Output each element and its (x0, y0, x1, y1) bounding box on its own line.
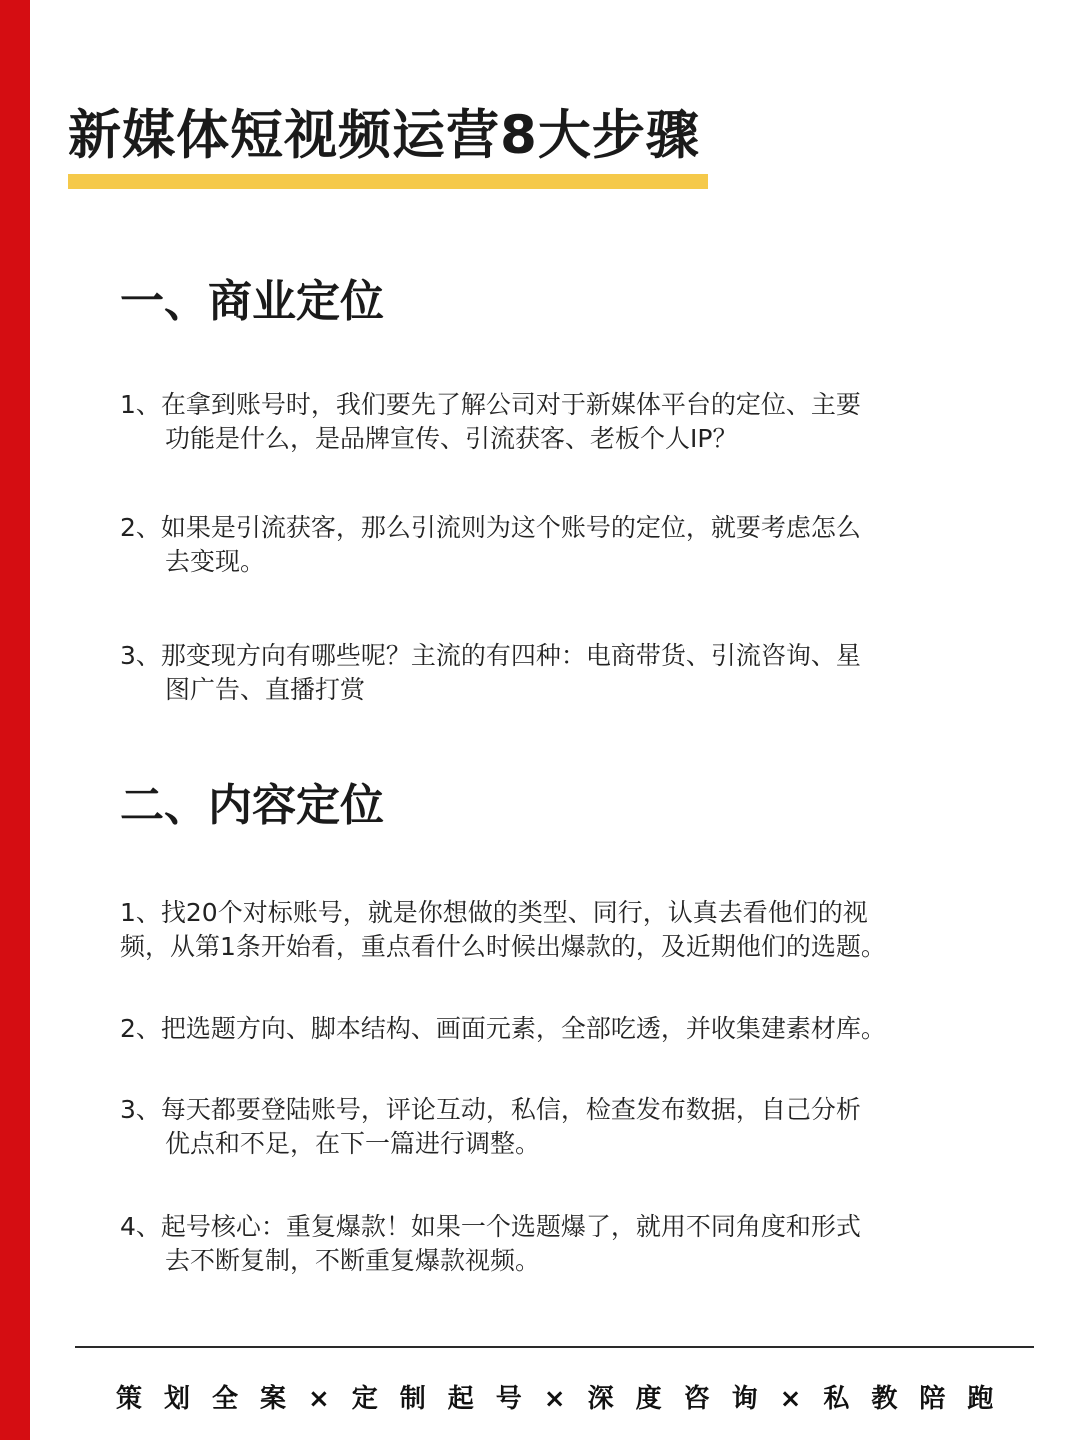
list-item (120, 1093, 1000, 1161)
list-item-line: 2、把选题方向、脚本结构、画面元素，全部吃透，并收集建素材库。 (120, 1014, 886, 1043)
section-heading-business-positioning: 一、商业定位 (120, 276, 384, 327)
left-accent-bar (0, 0, 30, 1440)
list-item-line: 优点和不足，在下一篇进行调整。 (165, 1129, 541, 1158)
list-item (120, 896, 1000, 964)
list-item-line: 3、每天都要登陆账号，评论互动，私信，检查发布数据，自己分析 (120, 1095, 861, 1124)
list-item-line: 1、找20个对标账号，就是你想做的类型、同行，认真去看他们的视 (120, 898, 868, 927)
title-underline (68, 174, 708, 189)
footer-divider (75, 1346, 1034, 1348)
page-title: 新媒体短视频运营8大步骤 (68, 105, 700, 166)
list-item-line: 3、那变现方向有哪些呢？主流的有四种：电商带货、引流咨询、星 (120, 641, 861, 670)
list-item-line: 去不断复制，不断重复爆款视频。 (165, 1246, 541, 1275)
list-item-line: 2、如果是引流获客，那么引流则为这个账号的定位，就要考虑怎么 (120, 513, 861, 542)
list-item-line: 1、在拿到账号时，我们要先了解公司对于新媒体平台的定位、主要 (120, 390, 861, 419)
list-item-line: 频，从第1条开始看，重点看什么时候出爆款的，及近期他们的选题。 (120, 932, 886, 961)
section-heading-content-positioning: 二、内容定位 (120, 780, 384, 831)
list-item (120, 1012, 1000, 1046)
list-item (120, 639, 1000, 707)
list-item (120, 388, 1000, 456)
list-item (120, 511, 1000, 579)
list-item-line: 去变现。 (165, 547, 266, 576)
footer-services-tagline: 策划全案×定制起号×深度咨询×私教陪跑 (116, 1384, 1016, 1414)
list-item (120, 1210, 1000, 1278)
list-item-line: 功能是什么，是品牌宣传、引流获客、老板个人IP？ (165, 424, 738, 453)
list-item-line: 图广告、直播打赏 (165, 675, 366, 704)
list-item-line: 4、起号核心：重复爆款！如果一个选题爆了，就用不同角度和形式 (120, 1212, 861, 1241)
